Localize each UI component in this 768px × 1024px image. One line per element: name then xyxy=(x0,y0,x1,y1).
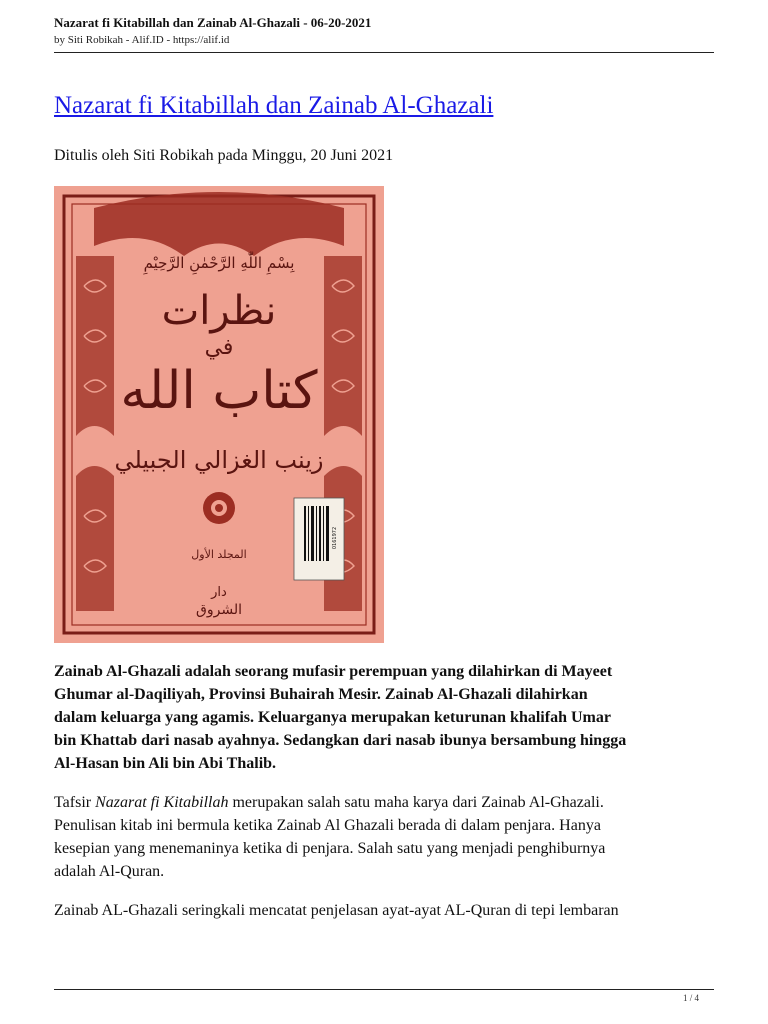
paragraph-line: dalam keluarga yang agamis. Keluarganya merupakan keturunan khalifah Umar xyxy=(54,709,611,726)
page-number: 1 / 4 xyxy=(683,993,700,1003)
right-pillar-ornament xyxy=(324,256,362,436)
left-pillar-ornament xyxy=(76,256,114,436)
cover-publisher-line1: دار xyxy=(211,585,227,600)
paragraph-prefix: Tafsir xyxy=(54,794,96,811)
book-title-italic: Nazarat fi Kitabillah xyxy=(95,794,229,811)
barcode-number: 0161972 xyxy=(332,526,338,550)
paragraph-tafsir xyxy=(54,791,714,883)
footer-divider xyxy=(54,989,714,990)
paragraph-line: adalah Al-Quran. xyxy=(54,863,165,880)
book-cover-image xyxy=(54,186,384,643)
paragraph-line: bin Khattab dari nasab ayahnya. Sedangkan dari nasab ibunya bersambung hingga xyxy=(54,732,627,749)
left-lower-ornament xyxy=(76,466,114,611)
cover-publisher-line2: الشروق xyxy=(196,602,242,618)
paragraph-notes: Zainab AL-Ghazali seringkali mencatat penjelasan ayat-ayat AL-Quran di tepi lembaran xyxy=(54,902,619,919)
article-byline: Ditulis oleh Siti Robikah pada Minggu, 20 Juni 2021 xyxy=(54,147,394,164)
paragraph-bold-intro xyxy=(54,660,714,775)
paragraph-line: kesepian yang menemaninya ketika di penjara. Salah satu yang menjadi penghiburnya xyxy=(54,840,606,857)
pdf-header-title: Nazarat fi Kitabillah dan Zainab Al-Ghazali - 06-20-2021 xyxy=(54,15,372,30)
paragraph-line-rest: merupakan salah satu maha karya dari Zainab Al-Ghazali. xyxy=(228,794,604,811)
header-divider xyxy=(54,52,714,53)
paragraph-line: Penulisan kitab ini bermula ketika Zainab Al Ghazali berada di dalam penjara. Hanya xyxy=(54,817,601,834)
paragraph-line: Zainab Al-Ghazali adalah seorang mufasir perempuan yang dilahirkan di Mayeet xyxy=(54,663,613,680)
cover-title-line3: كتاب الله xyxy=(120,361,318,421)
paragraph-line: Ghumar al-Daqiliyah, Provinsi Buhairah Mesir. Zainab Al-Ghazali dilahirkan xyxy=(54,686,588,703)
cover-author: زينب الغزالي الجبيلي xyxy=(114,446,324,474)
central-rosette-ornament xyxy=(203,492,235,524)
cover-volume: المجلد الأول xyxy=(191,548,247,561)
article-title-link[interactable]: Nazarat fi Kitabillah dan Zainab Al-Ghazali xyxy=(54,92,494,119)
cover-title-line1: نظرات xyxy=(161,288,277,334)
cover-title-line2: في xyxy=(204,335,234,360)
paragraph-line: Al-Hasan bin Ali bin Abi Thalib. xyxy=(54,755,277,772)
pdf-header-subtitle: by Siti Robikah - Alif.ID - https://alif.id xyxy=(54,34,230,46)
cover-basmala: بِسْمِ اللّٰهِ الرَّحْمٰنِ الرَّحِيْمِ xyxy=(143,254,295,272)
